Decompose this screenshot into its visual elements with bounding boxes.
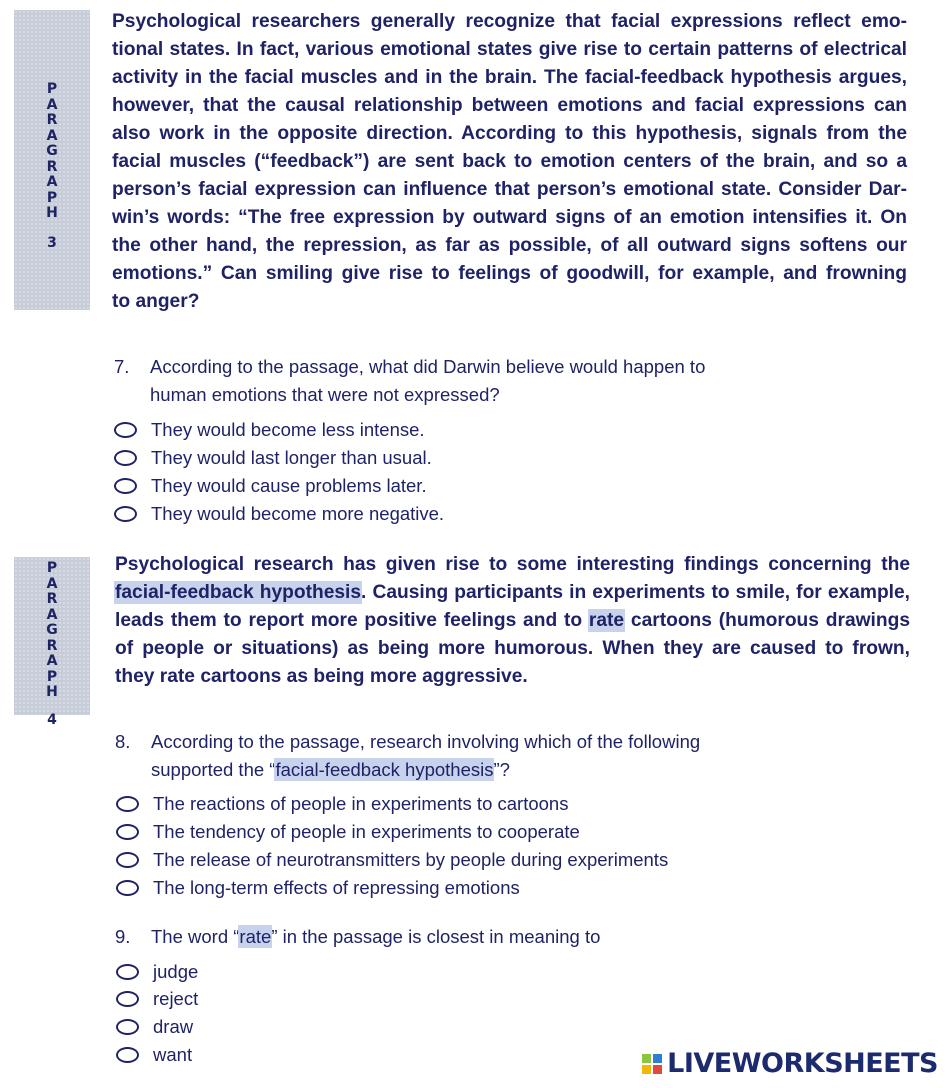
paragraph-line: leads them to report more positive feelings and to rate cartoons (humorous drawings: [115, 610, 910, 631]
paragraph-line: of people or situations) as being more humorous. When they are caused to frown,: [115, 638, 910, 659]
paragraph-line: win’s words: “The free expression by outward signs of an emotion intensifies it. On: [112, 207, 907, 228]
question-9-option-b[interactable]: reject: [116, 985, 198, 1013]
highlighted-term: rate: [239, 926, 272, 947]
question-9-option-c[interactable]: draw: [116, 1013, 193, 1041]
highlighted-term: facial-feedback hypothesis: [115, 582, 362, 603]
highlighted-term: rate: [588, 610, 625, 631]
question-7-line-2: human emotions that were not expressed?: [150, 384, 500, 405]
question-8-option-c[interactable]: The release of neurotransmitters by people during experiments: [116, 846, 668, 874]
question-8-option-a[interactable]: The reactions of people in experiments to cartoons: [116, 790, 568, 818]
question-8-number: 8.: [115, 731, 131, 752]
paragraph-line: however, that the causal relationship between emotions and facial expressions can: [112, 95, 907, 116]
logo-cell: [652, 1053, 663, 1064]
paragraph-3-number: 3: [47, 234, 57, 251]
paragraph-4-tab: [14, 557, 90, 728]
question-7: [114, 353, 914, 409]
paragraph-line: they rate cartoons as being more aggressive.: [115, 666, 528, 687]
question-8-line-1: According to the passage, research involving which of the following: [151, 731, 701, 752]
radio-button[interactable]: [116, 852, 139, 868]
radio-button[interactable]: [114, 506, 137, 522]
question-7-line-1: According to the passage, what did Darwin believe would happen to: [150, 356, 706, 377]
paragraph-line: to anger?: [112, 291, 200, 312]
question-8-option-d[interactable]: The long-term effects of repressing emotions: [116, 874, 520, 902]
paragraph-line: also work in the opposite direction. According to this hypothesis, signals from the: [112, 123, 907, 144]
paragraph-3-text: [112, 8, 907, 316]
logo-cell: [641, 1064, 652, 1075]
radio-button[interactable]: [116, 991, 139, 1007]
radio-button[interactable]: [116, 1019, 139, 1035]
question-9-option-a[interactable]: judge: [116, 958, 198, 986]
paragraph-4-tab-letters: P A R A G R A P H: [46, 560, 58, 700]
paragraph-3-tab-letters: P A R A G R A P H: [46, 81, 58, 221]
question-7-option-d[interactable]: They would become more negative.: [114, 500, 444, 528]
paragraph-line: activity in the facial muscles and in the brain. The facial-feedback hypothesis argues,: [112, 67, 907, 88]
liveworksheets-logo-icon: [641, 1053, 663, 1075]
logo-cell: [641, 1053, 652, 1064]
radio-button[interactable]: [114, 450, 137, 466]
paragraph-line: tional states. In fact, various emotional states give rise to certain patterns of electrical: [112, 39, 907, 60]
paragraph-line: emotions.” Can smiling give rise to feelings of goodwill, for example, and frowning: [112, 263, 907, 284]
paragraph-4-number: 4: [47, 711, 57, 728]
paragraph-line: facial muscles (“feedback”) are sent back to emotion centers of the brain, and so a: [112, 151, 907, 172]
radio-button[interactable]: [116, 824, 139, 840]
question-8-line-2: supported the “facial-feedback hypothesis”?: [151, 759, 510, 780]
radio-button[interactable]: [114, 478, 137, 494]
liveworksheets-brand: [641, 1048, 938, 1079]
radio-button[interactable]: [116, 1047, 139, 1063]
question-8: [115, 728, 915, 784]
question-9: [115, 923, 915, 951]
question-7-stem: [150, 353, 705, 409]
question-8-option-b[interactable]: The tendency of people in experiments to cooperate: [116, 818, 580, 846]
radio-button[interactable]: [114, 422, 137, 438]
question-7-option-a[interactable]: They would become less intense.: [114, 416, 425, 444]
question-9-stem: The word “rate” in the passage is closest in meaning to: [151, 926, 601, 947]
paragraph-line: Psychological researchers generally recognize that facial expressions reflect emo-: [112, 11, 907, 32]
question-7-option-b[interactable]: They would last longer than usual.: [114, 444, 432, 472]
question-9-number: 9.: [115, 926, 131, 947]
brand-text: LIVEWORKSHEETS: [667, 1048, 938, 1079]
question-8-stem: [151, 728, 700, 784]
question-7-number: 7.: [114, 356, 130, 377]
paragraph-line: Psychological research has given rise to some interesting findings concerning the: [115, 554, 910, 575]
highlighted-term: facial-feedback hypothesis: [275, 759, 494, 780]
radio-button[interactable]: [116, 880, 139, 896]
paragraph-line: the other hand, the repression, as far as possible, of all outward signs softens our: [112, 235, 907, 256]
question-7-option-c[interactable]: They would cause problems later.: [114, 472, 427, 500]
question-9-option-d[interactable]: want: [116, 1041, 192, 1069]
paragraph-4-text: [115, 551, 910, 691]
paragraph-3-tab: [14, 10, 90, 310]
paragraph-line: person’s facial expression can influence that person’s emotional state. Consider Dar-: [112, 179, 907, 200]
logo-cell: [652, 1064, 663, 1075]
paragraph-line: facial-feedback hypothesis. Causing participants in experiments to smile, for example,: [115, 582, 910, 603]
radio-button[interactable]: [116, 964, 139, 980]
radio-button[interactable]: [116, 796, 139, 812]
